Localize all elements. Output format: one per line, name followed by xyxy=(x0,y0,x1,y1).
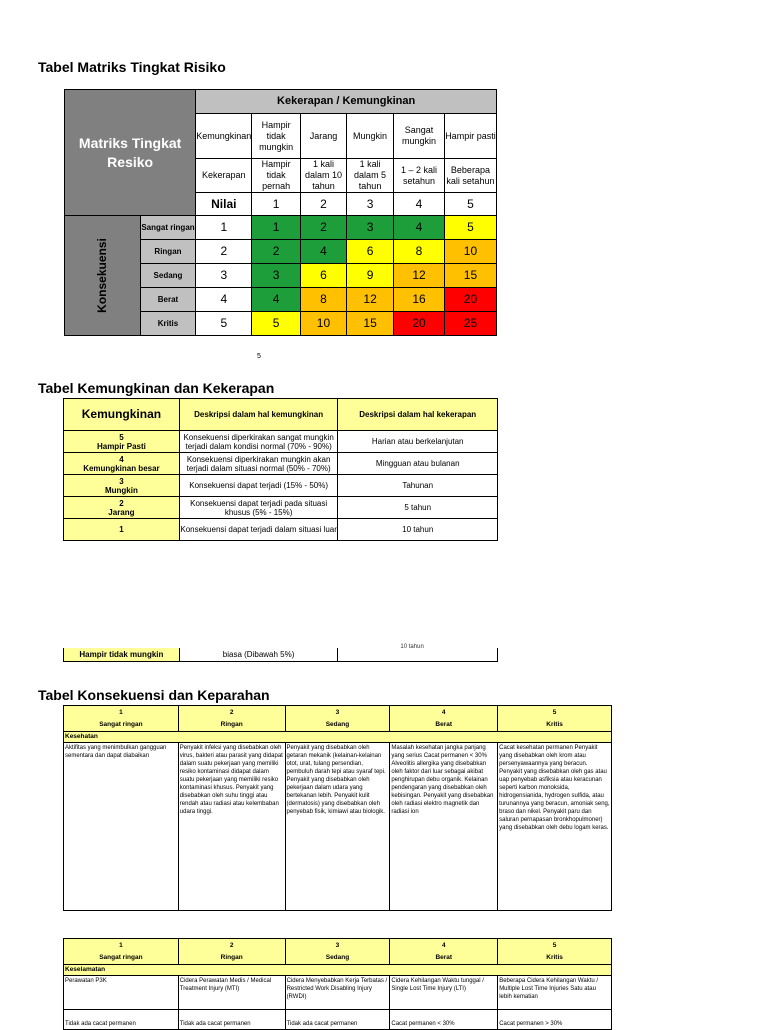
likelihood-level-number: 4 xyxy=(119,454,124,464)
level-label: Sangat ringan xyxy=(99,720,143,728)
consequence-description: Beberapa Cidera Kehilangan Waktu / Multiple Lost Time Injuries Satu atau lebih kematian xyxy=(498,976,612,1010)
risk-cell: 15 xyxy=(444,264,496,288)
risk-cell: 3 xyxy=(347,216,394,240)
likelihood-level xyxy=(64,519,180,541)
consequence-description: Cidera Kehilangan Waktu tunggal / Single Lost Time Injury (LTI) xyxy=(390,976,498,1010)
likelihood-level xyxy=(64,497,180,519)
consequence-level-header xyxy=(390,939,498,965)
consequence-description: Aktifitas yang menimbulkan gangguan sementara dan dapat diabaikan xyxy=(64,743,179,911)
consequence-description: Cidera Menyebabkan Kerja Terbatas / Restricted Work Disabling Injury (RWDI) xyxy=(285,976,390,1010)
risk-cell: 2 xyxy=(300,216,346,240)
consequence-disability: Tidak ada cacat permanen xyxy=(178,1010,285,1030)
konsekuensi-text: Konsekuensi xyxy=(94,237,109,313)
likelihood-desc: Konsekuensi dapat terjadi (15% - 50%) xyxy=(179,475,338,497)
likelihood-header-1: Kemungkinan xyxy=(64,399,180,431)
likelihood-title: Tabel Kemungkinan dan Kekerapan xyxy=(38,380,275,396)
likelihood-level xyxy=(64,453,180,475)
stray-number: 5 xyxy=(257,353,261,360)
likelihood-level-number: 5 xyxy=(119,432,124,442)
level-label: Sangat ringan xyxy=(99,953,143,961)
likelihood-level-number: 3 xyxy=(119,476,124,486)
level-label: Ringan xyxy=(220,720,243,728)
risk-cell: 16 xyxy=(394,288,445,312)
nilai-1: 1 xyxy=(252,193,301,216)
risk-cell: 4 xyxy=(394,216,445,240)
likelihood-freq: 5 tahun xyxy=(338,497,498,519)
matrix-title: Tabel Matriks Tingkat Risiko xyxy=(38,59,226,75)
level-number: 2 xyxy=(229,708,234,716)
risk-cell: 15 xyxy=(347,312,394,336)
consequence-description: Perawatan P3K xyxy=(64,976,179,1010)
level-number: 1 xyxy=(119,941,123,949)
likelihood-level-name: Kemungkinan besar xyxy=(83,463,160,473)
kekerapan-4: 1 – 2 kali setahun xyxy=(394,159,445,193)
consequence-disability: Cacat permanen > 30% xyxy=(498,1010,612,1030)
likelihood-desc: Konsekuensi diperkirakan mungkin akan terjadi dalam situasi normal (50% - 70%) xyxy=(179,453,338,475)
consequence-health-table xyxy=(63,705,612,911)
row-label-kemungkinan: Kemungkinan xyxy=(196,114,252,159)
safety-section: Keselamatan xyxy=(64,965,612,976)
consequence-disability: Cacat permanen < 30% xyxy=(390,1010,498,1030)
likelihood-level xyxy=(64,475,180,497)
risk-cell: 8 xyxy=(300,288,346,312)
nilai-4: 4 xyxy=(394,193,445,216)
severity-label: Sedang xyxy=(140,264,196,288)
risk-cell: 10 xyxy=(300,312,346,336)
consequence-level-header xyxy=(178,939,285,965)
likelihood-header-3: Deskripsi dalam hal kekerapan xyxy=(338,399,498,431)
kemungkinan-5: Hampir pasti xyxy=(444,114,496,159)
row-label-kekerapan: Kekerapan xyxy=(196,159,252,193)
likelihood-desc: Konsekuensi dapat terjadi dalam situasi luar xyxy=(179,519,338,541)
consequence-disability: Tidak ada cacat permanen xyxy=(64,1010,179,1030)
consequence-level-header xyxy=(64,939,179,965)
risk-cell: 9 xyxy=(347,264,394,288)
likelihood-freq: Mingguan atau bulanan xyxy=(338,453,498,475)
matrix-heading: Matriks Tingkat Resiko xyxy=(65,90,196,216)
likelihood-desc: Konsekuensi dapat terjadi pada situasi khusus (5% - 15%) xyxy=(179,497,338,519)
risk-cell: 20 xyxy=(444,288,496,312)
severity-label: Ringan xyxy=(140,240,196,264)
level-label: Sedang xyxy=(325,953,350,961)
risk-cell: 3 xyxy=(252,264,301,288)
severity-label: Sangat ringan xyxy=(140,216,196,240)
likelihood-level-number: 1 xyxy=(119,525,124,534)
kekerapan-3: 1 kali dalam 5 tahun xyxy=(347,159,394,193)
likelihood-level-name: Jarang xyxy=(108,507,135,517)
likelihood-desc: Konsekuensi diperkirakan sangat mungkin terjadi dalam kondisi normal (70% - 90%) xyxy=(179,431,338,453)
consequence-level-header xyxy=(285,939,390,965)
consequence-disability: Tidak ada cacat permanen xyxy=(285,1010,390,1030)
level-number: 2 xyxy=(229,941,234,949)
severity-value: 4 xyxy=(196,288,252,312)
risk-cell: 20 xyxy=(394,312,445,336)
likelihood-tail-name: Hampir tidak mungkin xyxy=(64,648,180,662)
likelihood-table-tail xyxy=(63,644,498,662)
risk-cell: 2 xyxy=(252,240,301,264)
risk-cell: 12 xyxy=(347,288,394,312)
likelihood-level-name: Mungkin xyxy=(104,485,138,495)
consequence-level-header xyxy=(498,706,612,732)
kekerapan-2: 1 kali dalam 10 tahun xyxy=(300,159,346,193)
kemungkinan-3: Mungkin xyxy=(347,114,394,159)
level-label: Kritis xyxy=(546,953,563,961)
kemungkinan-2: Jarang xyxy=(300,114,346,159)
likelihood-level-name: Hampir Pasti xyxy=(96,441,146,451)
level-number: 1 xyxy=(119,708,123,716)
risk-cell: 6 xyxy=(300,264,346,288)
consequence-description: Penyakit infeksi yang disebabkan oleh virus, bakteri atau parasit yang didapat dalam suatu pekerjaan yang memiliki resiko kontaminasi didapat dalam suatu pekerjaan yang memiliki resiko kontaminasi khusus. Penyakit yang disebabkan oleh suhu tinggi atau rendah atau radiasi atau kelembaban udara tinggi. xyxy=(178,743,285,911)
nilai-2: 2 xyxy=(300,193,346,216)
health-section: Kesehatan xyxy=(64,732,612,743)
likelihood-freq: Tahunan xyxy=(338,475,498,497)
level-label: Berat xyxy=(435,720,453,728)
likelihood-table xyxy=(63,398,498,541)
risk-cell: 5 xyxy=(444,216,496,240)
level-label: Ringan xyxy=(220,953,243,961)
consequence-level-header xyxy=(178,706,285,732)
consequence-level-header xyxy=(390,706,498,732)
risk-cell: 8 xyxy=(394,240,445,264)
severity-label: Berat xyxy=(140,288,196,312)
level-label: Sedang xyxy=(325,720,350,728)
nilai-5: 5 xyxy=(444,193,496,216)
nilai-3: 3 xyxy=(347,193,394,216)
kekerapan-5: Beberapa kali setahun xyxy=(444,159,496,193)
likelihood-tail-desc: biasa (Dibawah 5%) xyxy=(179,648,338,662)
likelihood-level xyxy=(64,431,180,453)
risk-matrix-table xyxy=(64,89,497,336)
level-number: 4 xyxy=(441,941,446,949)
consequence-description: Masalah kesehatan jangka panjang yang serius Cacat permanen < 30% Alveolitis allergika yang disebabkan oleh faktor dari luar sebagai akibat penghirupan debu organik. Kelainan pendengaran yang disebabkan oleh kebisingan. Penyakit yang disebabkan oleh radiasi elektro magnetik dan radiasi ion xyxy=(390,743,498,911)
level-label: Kritis xyxy=(546,720,563,728)
konsekuensi-side-label xyxy=(65,216,141,336)
level-number: 4 xyxy=(441,708,446,716)
risk-cell: 25 xyxy=(444,312,496,336)
risk-cell: 10 xyxy=(444,240,496,264)
likelihood-level-number: 2 xyxy=(119,498,124,508)
likelihood-freq: 10 tahun xyxy=(338,519,498,541)
severity-label: Kritis xyxy=(140,312,196,336)
kekerapan-1: Hampir tidak pernah xyxy=(252,159,301,193)
row-label-nilai: Nilai xyxy=(196,193,252,216)
level-number: 3 xyxy=(335,941,340,949)
likelihood-tail-freq-cell xyxy=(338,644,498,662)
consequence-description: Cacat kesehatan permanen Penyakit yang disebabkan oleh krom atau persenyawaannya yang beracun. Penyakit yang disebabkan oleh gas atau uap penyebab asfiksia atau keracunan seperti karbon monoksida, hidrogensianida, hydrogen sulfida, atau turunannya yang beracun, amoniak seng, braso dan nikel. Penyakit paru dan saluran pernapasan bronkhopulmoner) yang disebabkan oleh debu logam keras. xyxy=(498,743,612,911)
likelihood-tail-freq: 10 tahun xyxy=(400,644,424,650)
risk-cell: 1 xyxy=(252,216,301,240)
level-label: Berat xyxy=(435,953,453,961)
risk-cell: 5 xyxy=(252,312,301,336)
level-number: 3 xyxy=(335,708,340,716)
risk-cell: 6 xyxy=(347,240,394,264)
severity-value: 1 xyxy=(196,216,252,240)
consequence-level-header xyxy=(64,706,179,732)
kemungkinan-4: Sangat mungkin xyxy=(394,114,445,159)
risk-cell: 4 xyxy=(300,240,346,264)
consequence-title: Tabel Konsekuensi dan Keparahan xyxy=(38,687,270,703)
risk-cell: 4 xyxy=(252,288,301,312)
consequence-description: Cidera Perawatan Medis / Medical Treatment Injury (MTI) xyxy=(178,976,285,1010)
severity-value: 2 xyxy=(196,240,252,264)
likelihood-freq: Harian atau berkelanjutan xyxy=(338,431,498,453)
consequence-safety-table xyxy=(63,938,612,1030)
risk-cell: 12 xyxy=(394,264,445,288)
consequence-level-header xyxy=(285,706,390,732)
consequence-level-header xyxy=(498,939,612,965)
matrix-top-header: Kekerapan / Kemungkinan xyxy=(196,90,497,114)
kemungkinan-1: Hampir tidak mungkin xyxy=(252,114,301,159)
severity-value: 3 xyxy=(196,264,252,288)
severity-value: 5 xyxy=(196,312,252,336)
level-number: 5 xyxy=(552,941,557,949)
likelihood-header-2: Deskripsi dalam hal kemungkinan xyxy=(179,399,338,431)
level-number: 5 xyxy=(552,708,557,716)
consequence-description: Penyakit yang disebabkan oleh getaran mekanik (kelainan-kelainan otot, urat, tulang persendian, pembuluh darah tepi atau syaraf tepi. Penyakit yang disebabkan oleh pekerjaan dalam udara yang bertekanan lebih. Penyakit kulit (dermatosis) yang disebabkan oleh penyebab fisik, kimiawi atau biologik. xyxy=(285,743,390,911)
